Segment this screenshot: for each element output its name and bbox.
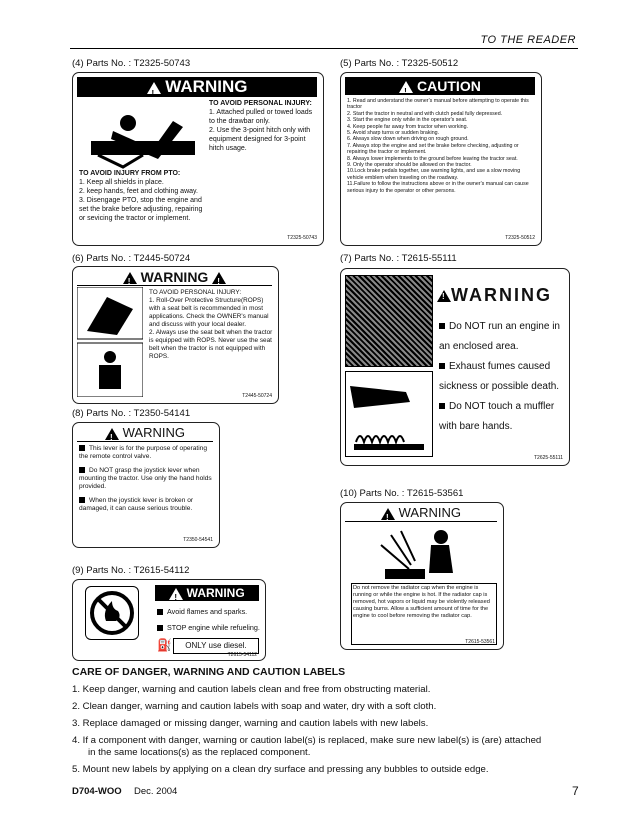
item-1: Avoid flames and sparks. — [157, 604, 265, 620]
diesel-box: ONLY use diesel. — [173, 638, 259, 654]
section-header: TO THE READER — [480, 34, 576, 46]
care-item-3: 3. Replace damaged or missing danger, warning and caution labels with new labels. — [72, 718, 429, 729]
item-2: Do NOT grasp the joystick lever when mounting the tractor. Use only the hand holds provided. — [79, 467, 212, 490]
radiator-burn-pictogram — [371, 525, 471, 579]
radiator-text: Do not remove the radiator cap when the engine is running or while the engine is hot. If the radiator cap is removed, hot vapors or liquid may be violently released causing burns. Allow a sufficient amount of time for the engine to cool before removing the radiator cap. — [351, 583, 497, 645]
caption-9: (9) Parts No. : T2615-54112 — [72, 565, 190, 576]
item-3: When the joystick lever is broken or damaged, it can cause serious trouble. — [79, 497, 194, 512]
caption-5: (5) Parts No. : T2325-50512 — [340, 58, 459, 69]
caption-7: (7) Parts No. : T2615-55111 — [340, 253, 457, 264]
caution-triangle-icon — [399, 81, 413, 93]
label-code: T2615-53561 — [465, 639, 495, 645]
care-item-5: 5. Mount new labels by applying on a clean dry surface and pressing any bubbles to outside edge. — [72, 764, 489, 775]
item-3: Do NOT touch a muffler with bare hands. — [439, 401, 555, 432]
care-item-4-cont: in the same locations(s) as the replaced component. — [88, 747, 311, 758]
caption-8: (8) Parts No. : T2350-54141 — [72, 408, 191, 419]
label-9 — [72, 579, 266, 661]
warning-triangle-icon — [169, 588, 183, 600]
warning-triangle-icon — [123, 272, 137, 284]
care-item-2: 2. Clean danger, warning and caution labels with soap and water, dry with a soft cloth. — [72, 701, 437, 712]
label-code: T2615-54112 — [227, 652, 257, 658]
item-2: Exhaust fumes caused sickness or possible death. — [439, 361, 560, 392]
label-10 — [340, 502, 504, 650]
pto-hazard-pictogram — [83, 101, 203, 171]
care-title: CARE OF DANGER, WARNING AND CAUTION LABELS — [72, 666, 346, 678]
caption-6: (6) Parts No. : T2445-50724 — [72, 253, 191, 264]
care-item-4: 4. If a component with danger, warning or caution label(s) is replaced, make sure new label(s) is (are) attached — [72, 735, 542, 746]
no-flame-pictogram — [85, 586, 139, 640]
warning-triangle-icon — [147, 82, 161, 94]
label-code: T2445-50724 — [242, 393, 272, 399]
signal-bar: ! WARNING ! — [77, 269, 272, 286]
title: TO AVOID PERSONAL INJURY: — [149, 289, 242, 296]
label-6 — [72, 266, 279, 404]
warning-triangle-icon — [105, 428, 119, 440]
caption-4: (4) Parts No. : T2325-50743 — [72, 58, 191, 69]
signal-bar: ! CAUTION — [345, 77, 535, 95]
signal-bar: ! WARNING — [77, 425, 213, 442]
signal-bar: ! WARNING — [77, 77, 317, 97]
right-item-1: 1. Attached pulled or towed loads to the drawbar only. — [209, 109, 313, 125]
label-code: T2625-55111 — [533, 455, 563, 461]
item-2: 2. Always use the seat belt when the tractor is equipped with ROPS. Never use the seat belt when the tractor is not equipped with ROPS. — [149, 329, 273, 360]
care-item-1: 1. Keep danger, warning and caution labels clean and free from obstructing material. — [72, 684, 431, 695]
muffler-hand-pictogram — [345, 371, 433, 457]
left-item-2: 2. keep hands, feet and clothing away. — [79, 188, 198, 195]
signal-bar: ! WARNING — [345, 505, 497, 522]
warning-triangle-icon — [437, 290, 451, 302]
item-1: This lever is for the purpose of operating the remote control valve. — [79, 445, 208, 460]
right-title: TO AVOID PERSONAL INJURY: — [209, 100, 312, 107]
item-1: 1. Roll-Over Protective Structure(ROPS) with a seat belt is recommended in most applications. Check the OWNER's manual and discuss with your local dealer. — [149, 297, 269, 328]
label-code: T2325-50512 — [505, 235, 535, 241]
label-7 — [340, 268, 570, 466]
page-number: 7 — [572, 784, 579, 798]
signal-word: !WARNING — [437, 285, 552, 306]
doc-date: Dec. 2004 — [134, 786, 178, 797]
rops-pictogram — [77, 287, 143, 397]
label-4 — [72, 72, 324, 246]
label-code: T2325-50743 — [287, 235, 317, 241]
label-code: T2350-54541 — [183, 537, 213, 543]
label-5 — [340, 72, 542, 246]
label-8 — [72, 422, 220, 548]
left-item-3: 3. Disengage PTO, stop the engine and set the brake before adjusting, repairing or sevicing the tractor or implement. — [79, 197, 203, 222]
caution-list: 1. Read and understand the owner's manual before attempting to operate this tractor 2. Start the tractor in neutral and with clutch pedal fully depressed. 3. Start the engine only while in the operator's seat. 4. Keep people far away from tractor when working. 5. Avoid sharp turns or sudden braking. 6. Always slow down when driving on rough ground. 7. Always stop the engine and set the brake before checking, adjusting or repairing the tractor or implement. 8. Always lower implements to the ground before leaving the tractor seat. 9. Only the operator should be allowed on the tractor. 10.Lock brake pedals together, use warning lights, and use a slow moving vehicle emblem when traveling on the roadway. 11.Failure to follow the instructions above or in the owner's manual can cause serious injury to the operator or other persons. — [347, 98, 529, 194]
item-1: Do NOT run an engine in an enclosed area. — [439, 321, 560, 352]
right-item-2: 2. Use the 3-point hitch only with equipment designed for 3-point hitch usage. — [209, 127, 311, 152]
left-title: TO AVOID INJURY FROM PTO: — [79, 170, 181, 177]
fuel-pump-icon: ⛽ — [157, 638, 172, 652]
exhaust-pictogram — [345, 275, 433, 367]
left-item-1: 1. Keep all shields in place. — [79, 179, 164, 186]
item-2: STOP engine while refueling. — [157, 620, 265, 636]
doc-code: D704-WOO — [72, 786, 122, 797]
caption-10: (10) Parts No. : T2615-53561 — [340, 488, 464, 499]
header-rule — [70, 48, 578, 49]
warning-triangle-icon — [381, 508, 395, 520]
warning-triangle-icon — [212, 272, 226, 284]
signal-bar: ! WARNING — [155, 585, 259, 601]
